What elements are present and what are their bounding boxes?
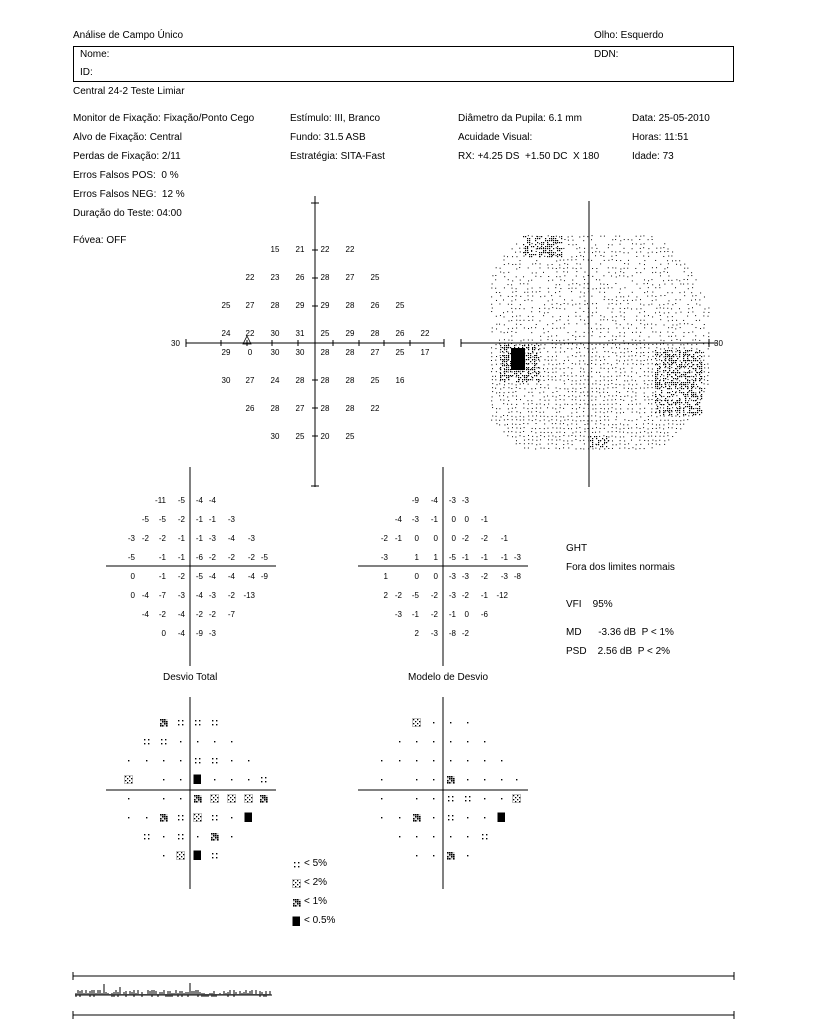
total-deviation-value: 0 [161,629,166,638]
report-title: Análise de Campo Único [73,30,184,41]
threshold-value: 22 [245,329,255,338]
ght-label: GHT [566,543,588,554]
name-label: Nome: [80,49,110,60]
total-deviation-value: -4 [247,572,255,581]
threshold-value: 29 [295,301,305,310]
psd-value: PSD 2.56 dB P < 2% [566,646,671,657]
total-deviation-value: 0 [130,572,135,581]
pattern-deviation-value: -1 [500,553,508,562]
param-col1-0: Monitor de Fixação: Fixação/Ponto Cego [73,113,255,124]
total-deviation-value: -9 [195,629,203,638]
pattern-deviation-value: -2 [461,629,469,638]
pattern-deviation-value: 0 [451,515,456,524]
total-deviation-value: -4 [177,629,185,638]
threshold-value: 25 [395,348,405,357]
total-deviation-value: -2 [247,553,255,562]
pattern-deviation-value: 1 [383,572,388,581]
ddn-label: DDN: [594,49,619,60]
pattern-deviation-value: -1 [500,534,508,543]
pattern-deviation-value: -5 [411,591,419,600]
total-deviation-value: -1 [195,515,203,524]
total-deviation-value: -1 [158,572,166,581]
pattern-deviation-value: -1 [430,515,438,524]
param-col2-0: Estímulo: III, Branco [290,113,381,124]
total-deviation-value: -7 [158,591,166,600]
threshold-value: 28 [320,273,330,282]
pattern-deviation-value: -8 [513,572,521,581]
pattern-deviation-value: 0 [451,534,456,543]
id-label: ID: [80,67,93,78]
threshold-value: 20 [320,432,330,441]
threshold-value: 28 [345,376,355,385]
threshold-value: 27 [295,404,305,413]
param-col1-5: Duração do Teste: 04:00 [73,208,182,219]
pattern-deviation-value: -4 [430,496,438,505]
pattern-deviation-value: -3 [461,496,469,505]
pattern-deviation-value: -1 [411,610,419,619]
threshold-value: 28 [270,404,280,413]
threshold-value: 29 [320,301,330,310]
legend-label: < 2% [304,877,328,888]
fovea-label: Fóvea: OFF [73,235,127,246]
threshold-value: 25 [221,301,231,310]
threshold-value: 26 [245,404,255,413]
pattern-deviation-value: -6 [480,610,488,619]
threshold-value: 26 [395,329,405,338]
threshold-value: 25 [345,432,355,441]
pattern-deviation-value: -4 [394,515,402,524]
threshold-value: 26 [295,273,305,282]
total-deviation-value: -4 [227,572,235,581]
pattern-deviation-value: -3 [513,553,521,562]
param-col4-2: Idade: 73 [632,151,674,162]
pattern-deviation-value: -1 [394,534,402,543]
pattern-deviation-value: 2 [383,591,388,600]
pattern-deviation-value: -2 [430,610,438,619]
threshold-value: 22 [320,245,330,254]
total-deviation-value: -5 [141,515,149,524]
total-deviation-title: Desvio Total [163,672,218,683]
vfi-value: VFI 95% [566,599,613,610]
pattern-deviation-value: -3 [448,496,456,505]
threshold-value: 27 [345,273,355,282]
total-deviation-value: -5 [158,515,166,524]
threshold-value: 23 [270,273,280,282]
threshold-value: 28 [320,376,330,385]
threshold-value: 28 [345,348,355,357]
param-col1-1: Alvo de Fixação: Central [73,132,182,143]
pattern-deviation-value: -3 [461,572,469,581]
pattern-deviation-value: -8 [448,629,456,638]
total-deviation-value: -1 [177,534,185,543]
pattern-deviation-value: -1 [461,553,469,562]
pattern-deviation-value: -1 [448,610,456,619]
pattern-deviation-value: -2 [461,591,469,600]
total-deviation-value: -9 [260,572,268,581]
param-col3-0: Diâmetro da Pupila: 6.1 mm [458,113,582,124]
total-deviation-value: -4 [208,572,216,581]
threshold-value: 29 [345,329,355,338]
pattern-deviation-value: 0 [414,572,419,581]
pattern-deviation-value: 0 [433,572,438,581]
total-deviation-value: -4 [195,591,203,600]
total-deviation-value: -6 [195,553,203,562]
threshold-value: 30 [270,432,280,441]
total-deviation-value: -5 [177,496,185,505]
threshold-value: 25 [370,273,380,282]
param-col3-2: RX: +4.25 DS +1.50 DC X 180 [458,151,600,162]
pattern-deviation-value: -5 [448,553,456,562]
total-deviation-value: -2 [227,591,235,600]
param-col2-2: Estratégia: SITA-Fast [290,151,385,162]
threshold-value: 22 [420,329,430,338]
param-col3-1: Acuidade Visual: [458,132,533,143]
pattern-deviation-value: -1 [480,553,488,562]
pattern-deviation-value: -3 [411,515,419,524]
pattern-deviation-value: -9 [411,496,419,505]
threshold-axis-label-left: 30 [171,339,180,348]
threshold-value: 24 [221,329,231,338]
pattern-deviation-value: -1 [480,591,488,600]
total-deviation-value: -1 [195,534,203,543]
pattern-deviation-value: 0 [464,610,469,619]
threshold-value: 0 [247,348,253,357]
ght-value: Fora dos limites normais [566,562,675,573]
param-col1-4: Erros Falsos NEG: 12 % [73,189,185,200]
threshold-value: 28 [345,301,355,310]
pattern-deviation-value: 1 [433,553,438,562]
total-deviation-value: -3 [127,534,135,543]
total-deviation-value: -11 [155,496,166,505]
total-deviation-value: -2 [177,572,185,581]
threshold-value: 16 [395,376,405,385]
total-deviation-value: -2 [177,515,185,524]
total-deviation-value: -2 [227,553,235,562]
pattern-deviation-title: Modelo de Desvio [408,672,489,683]
total-deviation-value: -2 [158,534,166,543]
threshold-value: 22 [345,245,355,254]
total-deviation-value: -2 [195,610,203,619]
total-deviation-value: -3 [177,591,185,600]
threshold-value: 24 [270,376,280,385]
threshold-value: 22 [370,404,380,413]
threshold-value: 28 [345,404,355,413]
param-col1-2: Perdas de Fixação: 2/11 [73,151,181,162]
total-deviation-value: -3 [208,591,216,600]
threshold-value: 29 [221,348,231,357]
param-col4-1: Horas: 11:51 [632,132,689,143]
grayscale-axis-label-right: 30 [714,339,723,348]
total-deviation-value: -7 [227,610,235,619]
threshold-value: 30 [221,376,231,385]
total-deviation-value: -4 [227,534,235,543]
total-deviation-value: -4 [177,610,185,619]
eye-label: Olho: Esquerdo [594,30,664,41]
threshold-value: 26 [370,301,380,310]
total-deviation-value: -2 [158,610,166,619]
test-name: Central 24-2 Teste Limiar [73,86,185,97]
total-deviation-value: -5 [195,572,203,581]
threshold-value: 28 [370,329,380,338]
threshold-value: 25 [370,376,380,385]
total-deviation-value: 0 [130,591,135,600]
pattern-deviation-value: -3 [380,553,388,562]
threshold-value: 15 [270,245,280,254]
param-col4-0: Data: 25-05-2010 [632,113,710,124]
total-deviation-value: -13 [243,591,255,600]
threshold-value: 21 [295,245,305,254]
total-deviation-value: -2 [208,553,216,562]
pattern-deviation-value: -3 [430,629,438,638]
threshold-value: 28 [320,404,330,413]
total-deviation-value: -5 [127,553,135,562]
threshold-value: 28 [295,376,305,385]
total-deviation-value: -4 [141,610,149,619]
total-deviation-value: -2 [208,610,216,619]
pattern-deviation-value: 0 [414,534,419,543]
threshold-value: 30 [270,329,280,338]
pattern-deviation-value: -3 [448,591,456,600]
pattern-deviation-value: -12 [496,591,508,600]
total-deviation-value: -5 [260,553,268,562]
total-deviation-value: -3 [227,515,235,524]
total-deviation-value: -4 [208,496,216,505]
pattern-deviation-value: -2 [430,591,438,600]
threshold-value: 31 [295,329,305,338]
pattern-deviation-value: 2 [414,629,419,638]
pattern-deviation-value: -2 [461,534,469,543]
threshold-value: 27 [370,348,380,357]
threshold-value: 27 [245,376,255,385]
threshold-value: 30 [270,348,280,357]
pattern-deviation-value: 0 [433,534,438,543]
threshold-value: 22 [245,273,255,282]
legend-label: < 0.5% [304,915,336,926]
total-deviation-value: -3 [208,534,216,543]
param-col2-1: Fundo: 31.5 ASB [290,132,366,143]
pattern-deviation-value: -2 [480,534,488,543]
threshold-value: 17 [420,348,430,357]
threshold-value: 30 [295,348,305,357]
param-col1-3: Erros Falsos POS: 0 % [73,170,179,181]
total-deviation-value: -1 [208,515,216,524]
pattern-deviation-value: 0 [464,515,469,524]
total-deviation-value: -3 [247,534,255,543]
pattern-deviation-value: -2 [380,534,388,543]
total-deviation-value: -4 [141,591,149,600]
legend-label: < 5% [304,858,328,869]
total-deviation-value: -3 [208,629,216,638]
pattern-deviation-value: -3 [448,572,456,581]
pattern-deviation-value: -2 [480,572,488,581]
total-deviation-value: -2 [141,534,149,543]
pattern-deviation-value: 1 [414,553,419,562]
pattern-deviation-value: -3 [500,572,508,581]
threshold-value: 25 [320,329,330,338]
threshold-value: 28 [270,301,280,310]
total-deviation-value: -1 [158,553,166,562]
pattern-deviation-value: -2 [394,591,402,600]
total-deviation-value: -1 [177,553,185,562]
threshold-value: 28 [320,348,330,357]
threshold-value: 25 [395,301,405,310]
total-deviation-value: -4 [195,496,203,505]
threshold-value: 25 [295,432,305,441]
legend-label: < 1% [304,896,328,907]
md-value: MD -3.36 dB P < 1% [566,627,674,638]
threshold-value: 27 [245,301,255,310]
pattern-deviation-value: -1 [480,515,488,524]
pattern-deviation-value: -3 [394,610,402,619]
